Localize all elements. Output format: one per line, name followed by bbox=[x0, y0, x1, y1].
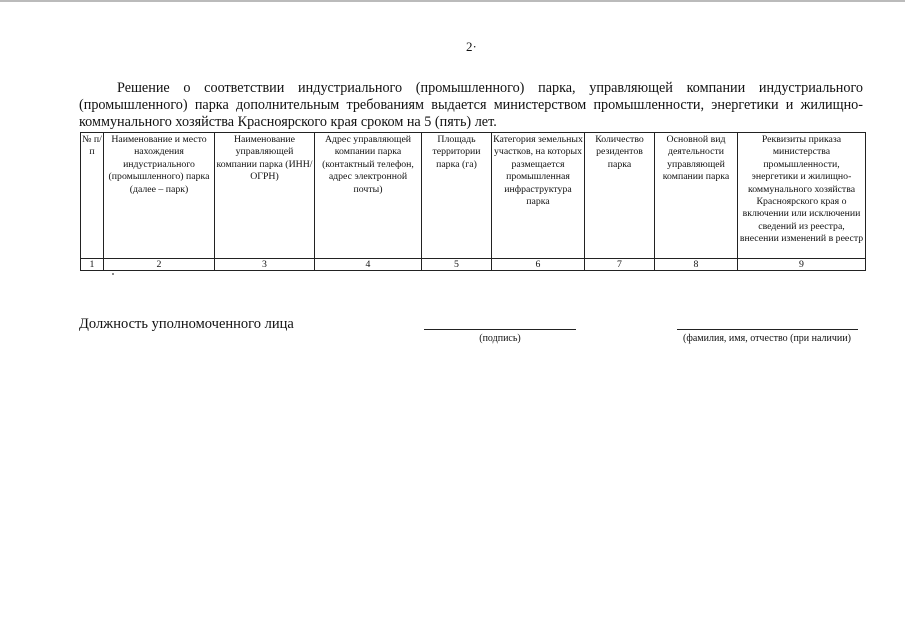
scan-edge bbox=[0, 0, 905, 2]
name-line bbox=[677, 329, 858, 330]
column-number-cell: 9 bbox=[738, 259, 866, 271]
column-number-cell: 5 bbox=[422, 259, 492, 271]
header-cell-park-name: Наименование и место нахождения индустриального (промышленного) парка (далее – парк) bbox=[104, 133, 215, 259]
header-cell-company-address: Адрес управляющей компании парка (контактный телефон, адрес электронной почты) bbox=[315, 133, 422, 259]
table-row-numbers bbox=[81, 259, 866, 271]
scan-speck bbox=[112, 273, 114, 275]
header-cell-residents: Количество резидентов парка bbox=[585, 133, 655, 259]
column-number-cell: 4 bbox=[315, 259, 422, 271]
column-number-cell: 3 bbox=[215, 259, 315, 271]
column-number-cell: 7 bbox=[585, 259, 655, 271]
header-cell-activity: Основной вид деятельности управляющей компании парка bbox=[655, 133, 738, 259]
column-number-cell: 1 bbox=[81, 259, 104, 271]
name-caption: (фамилия, имя, отчество (при наличии) bbox=[683, 333, 851, 344]
page-number: 2· bbox=[466, 39, 477, 54]
header-cell-company-name: Наименование управляющей компании парка (ИНН/ОГРН) bbox=[215, 133, 315, 259]
header-cell-land-category: Категория земельных участков, на которых размещается промышленная инфраструктура парка bbox=[492, 133, 585, 259]
table-header-row bbox=[81, 133, 866, 259]
registry-table bbox=[80, 132, 866, 271]
column-number-cell: 8 bbox=[655, 259, 738, 271]
header-cell-area: Площадь территории парка (га) bbox=[422, 133, 492, 259]
header-cell-number: № п/п bbox=[81, 133, 104, 259]
signature-line bbox=[424, 329, 576, 330]
intro-paragraph: Решение о соответствии индустриального (промышленного) парка, управляющей компании индустриального (промышленного) парка дополнительным требованиям выдается министерством промышленности, энергетики и жилищно-коммунального хозяйства Красноярского края сроком на 5 (пять) лет. bbox=[79, 80, 863, 131]
header-cell-order-details: Реквизиты приказа министерства промышленности, энергетики и жилищно-коммунального хозяйства Красноярского края о включении или исключении сведений из реестра, внесении изменений в реестр bbox=[738, 133, 866, 259]
column-number-cell: 6 bbox=[492, 259, 585, 271]
signature-caption: (подпись) bbox=[479, 333, 521, 344]
signer-position-label: Должность уполномоченного лица bbox=[79, 316, 294, 332]
column-number-cell: 2 bbox=[104, 259, 215, 271]
